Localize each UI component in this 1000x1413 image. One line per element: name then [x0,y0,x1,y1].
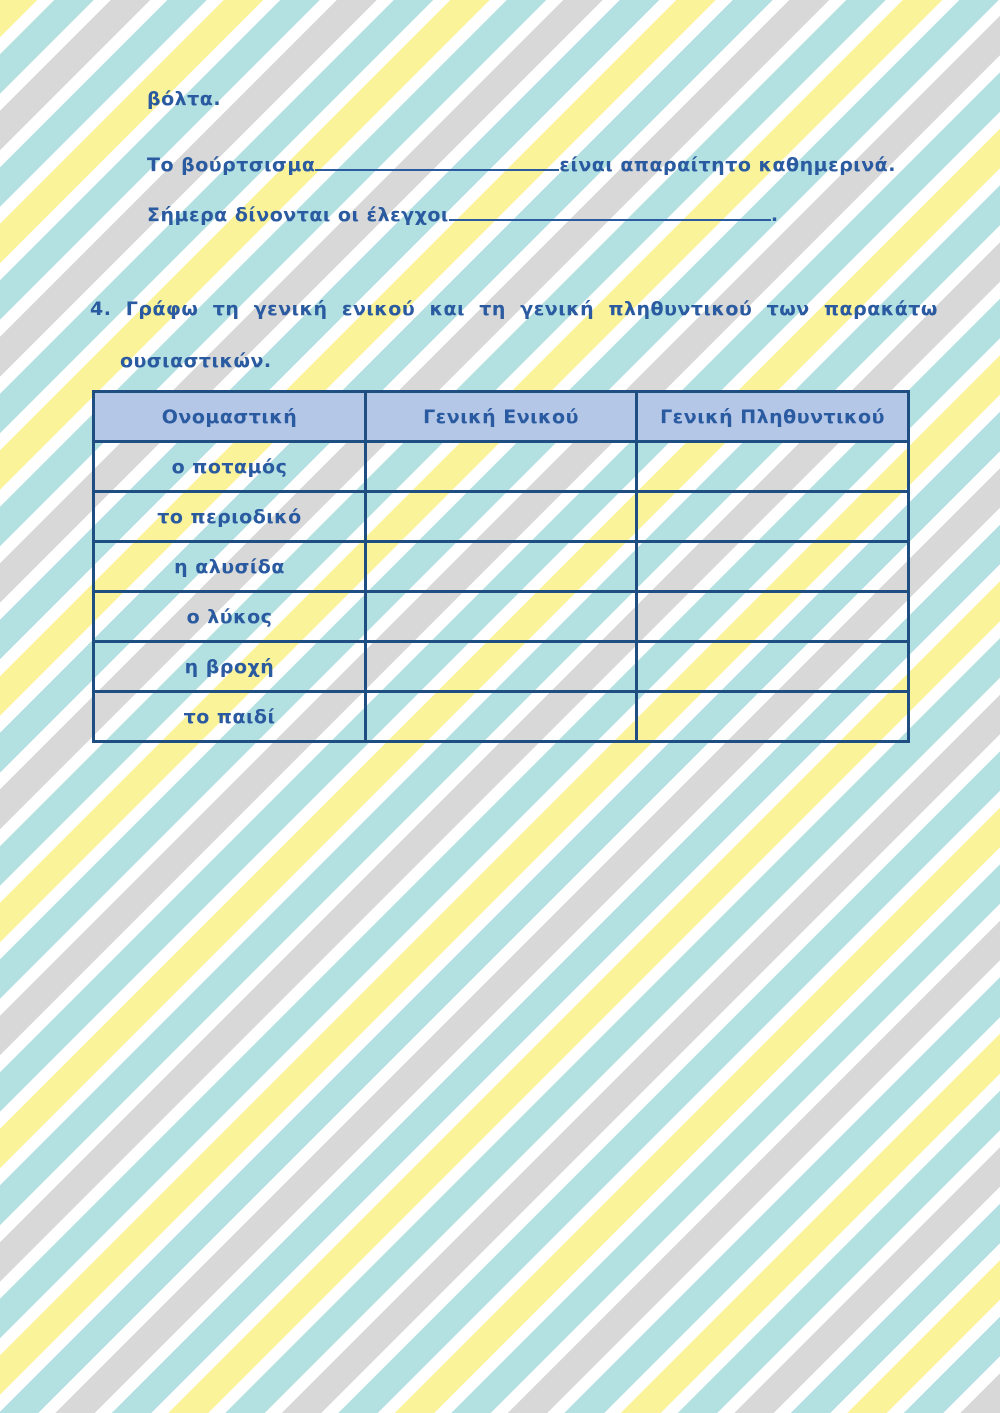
genitive-singular-input[interactable] [366,542,637,592]
instruction-word: γενική [520,298,595,320]
nominative-cell: η βροχή [94,642,366,692]
genitive-singular-input[interactable] [366,442,637,492]
genitive-singular-input[interactable] [366,692,637,742]
instruction-word: Γράφω [125,298,199,320]
header-genitive-singular: Γενική Ενικού [366,392,637,442]
instruction-word: και [429,298,465,320]
genitive-plural-input[interactable] [637,492,909,542]
instruction-word: παρακάτω [824,298,938,320]
nominative-cell: το περιοδικό [94,492,366,542]
header-nominative: Ονομαστική [94,392,366,442]
question-4-instruction-line2 [120,350,272,372]
sentence-text: Σήμερα δίνονται οι έλεγχοι [147,204,449,226]
table-row [94,592,909,642]
header-genitive-plural: Γενική Πληθυντικού [637,392,909,442]
table-row [94,542,909,592]
instruction-word: γενική [253,298,328,320]
instruction-word: πληθυντικού [608,298,753,320]
sentence-exams [147,203,779,226]
instruction-word: των [766,298,810,320]
table-row [94,492,909,542]
question-number: 4. [90,298,112,320]
genitive-singular-input[interactable] [366,592,637,642]
nominative-cell: η αλυσίδα [94,542,366,592]
answer-blank[interactable] [449,203,771,221]
table-header-row [94,392,909,442]
genitive-singular-input[interactable] [366,642,637,692]
table-row [94,442,909,492]
instruction-word: ενικού [341,298,416,320]
sentence-text: . [770,204,779,226]
question-4-instruction [90,298,938,320]
sentence-text: είναι απαραίτητο καθημερινά. [559,154,896,176]
instruction-text: ουσιαστικών. [120,350,272,372]
table-row [94,642,909,692]
nominative-cell: ο ποταμός [94,442,366,492]
genitive-plural-input[interactable] [637,692,909,742]
genitive-plural-input[interactable] [637,642,909,692]
nominative-cell: ο λύκος [94,592,366,642]
answer-blank[interactable] [315,153,559,171]
nouns-table [92,390,910,743]
genitive-plural-input[interactable] [637,592,909,642]
genitive-plural-input[interactable] [637,542,909,592]
sentence-text: Το βούρτσισμα [147,154,316,176]
genitive-singular-input[interactable] [366,492,637,542]
sentence-fragment [147,88,221,110]
instruction-word: τη [479,298,506,320]
instruction-word: τη [212,298,240,320]
sentence-text: βόλτα. [147,88,222,110]
table-row [94,692,909,742]
nominative-cell: το παιδί [94,692,366,742]
genitive-plural-input[interactable] [637,442,909,492]
sentence-brushing [147,153,896,176]
